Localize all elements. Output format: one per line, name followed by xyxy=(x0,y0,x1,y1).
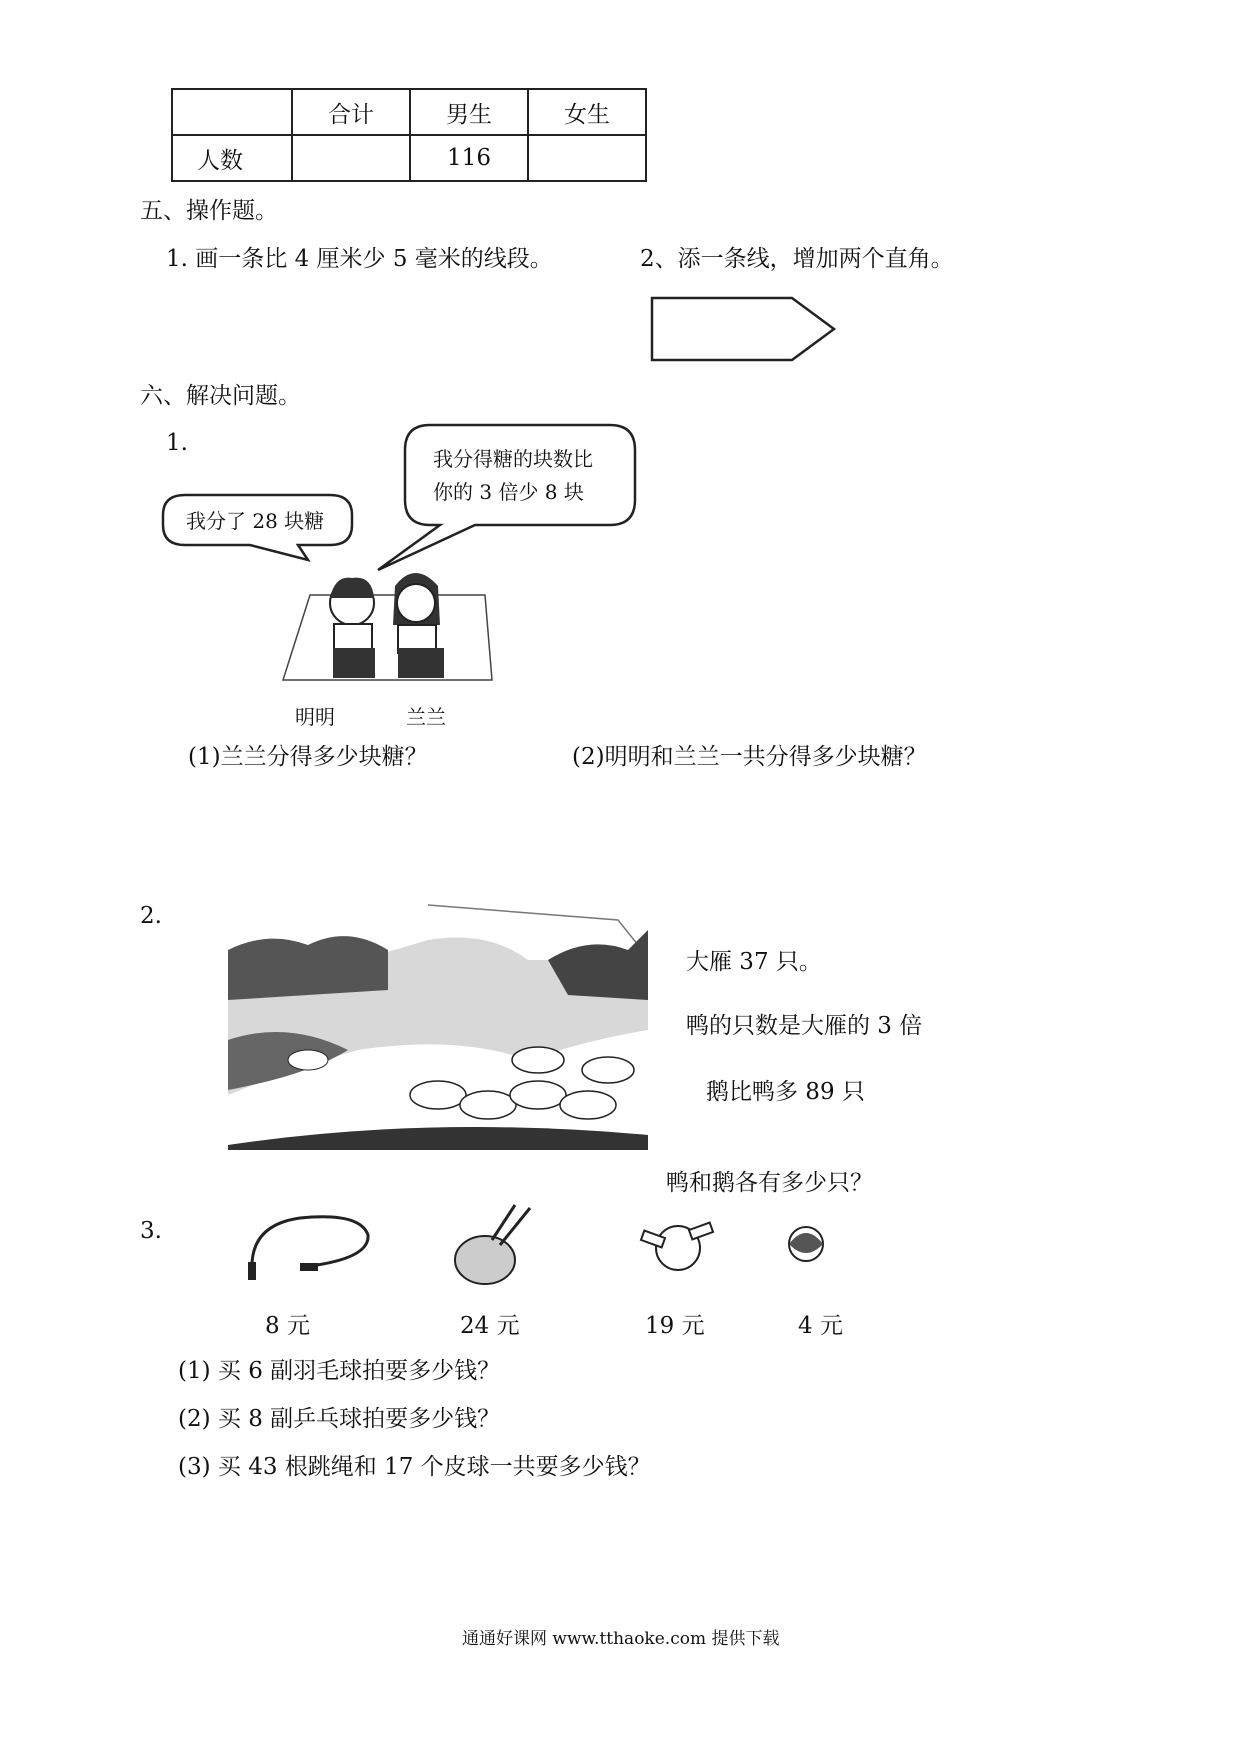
girl-bubble-line2: 你的 3 倍少 8 块 xyxy=(433,480,584,504)
table-cell: 人数 xyxy=(172,135,292,181)
problem3-number: 3. xyxy=(140,1218,162,1244)
sports-items-illustration xyxy=(240,1200,860,1290)
problem2-number: 2. xyxy=(140,903,162,929)
section5-title: 五、操作题。 xyxy=(140,198,278,224)
pond-illustration xyxy=(228,900,648,1150)
girl-bubble-line1: 我分得糖的块数比 xyxy=(433,447,593,471)
girl-figure xyxy=(393,573,444,678)
problem3-q2: (2) 买 8 副乒乓球拍要多少钱？ xyxy=(178,1406,501,1432)
table-drawing xyxy=(283,595,492,680)
problem2-fact3: 鹅比鸭多 89 只 xyxy=(706,1079,865,1105)
table-cell: 116 xyxy=(410,135,528,181)
price-pingpong-paddle: 19 元 xyxy=(645,1313,705,1339)
problem3-q3: (3) 买 43 根跳绳和 17 个皮球一共要多少钱？ xyxy=(178,1454,651,1480)
price-jump-rope: 8 元 xyxy=(265,1313,310,1339)
section6-title: 六、解决问题。 xyxy=(140,383,301,409)
name-lanlan: 兰兰 xyxy=(406,705,446,729)
section5-q2: 2、添一条线，增加两个直角。 xyxy=(640,246,954,272)
problem1-number: 1. xyxy=(166,430,188,456)
ball-icon xyxy=(789,1227,823,1261)
table-cell: 女生 xyxy=(528,89,646,135)
problem1-q1: (1)兰兰分得多少块糖？ xyxy=(188,744,428,770)
problem2-fact2: 鸭的只数是大雁的 3 倍 xyxy=(686,1013,923,1039)
table-cell: 合计 xyxy=(292,89,410,135)
problem3-q1: (1) 买 6 副羽毛球拍要多少钱？ xyxy=(178,1358,501,1384)
table-cell: 男生 xyxy=(410,89,528,135)
problem2-fact1: 大雁 37 只。 xyxy=(686,949,822,975)
badminton-racket-icon xyxy=(455,1205,530,1284)
footer-text: 通通好课网 www.tthaoke.com 提供下载 xyxy=(462,1629,780,1649)
section5-q1: 1. 画一条比 4 厘米少 5 毫米的线段。 xyxy=(166,246,553,272)
boy-bubble-text: 我分了 28 块糖 xyxy=(186,509,325,533)
problem1-q2: (2)明明和兰兰一共分得多少块糖？ xyxy=(572,744,927,770)
boy-figure xyxy=(330,578,375,678)
problem2-question: 鸭和鹅各有多少只？ xyxy=(666,1170,873,1196)
name-mingming: 明明 xyxy=(295,705,335,729)
price-ball: 4 元 xyxy=(798,1313,843,1339)
pingpong-paddle-icon xyxy=(641,1223,713,1270)
price-badminton-racket: 24 元 xyxy=(460,1313,520,1339)
jump-rope-icon xyxy=(248,1217,368,1280)
